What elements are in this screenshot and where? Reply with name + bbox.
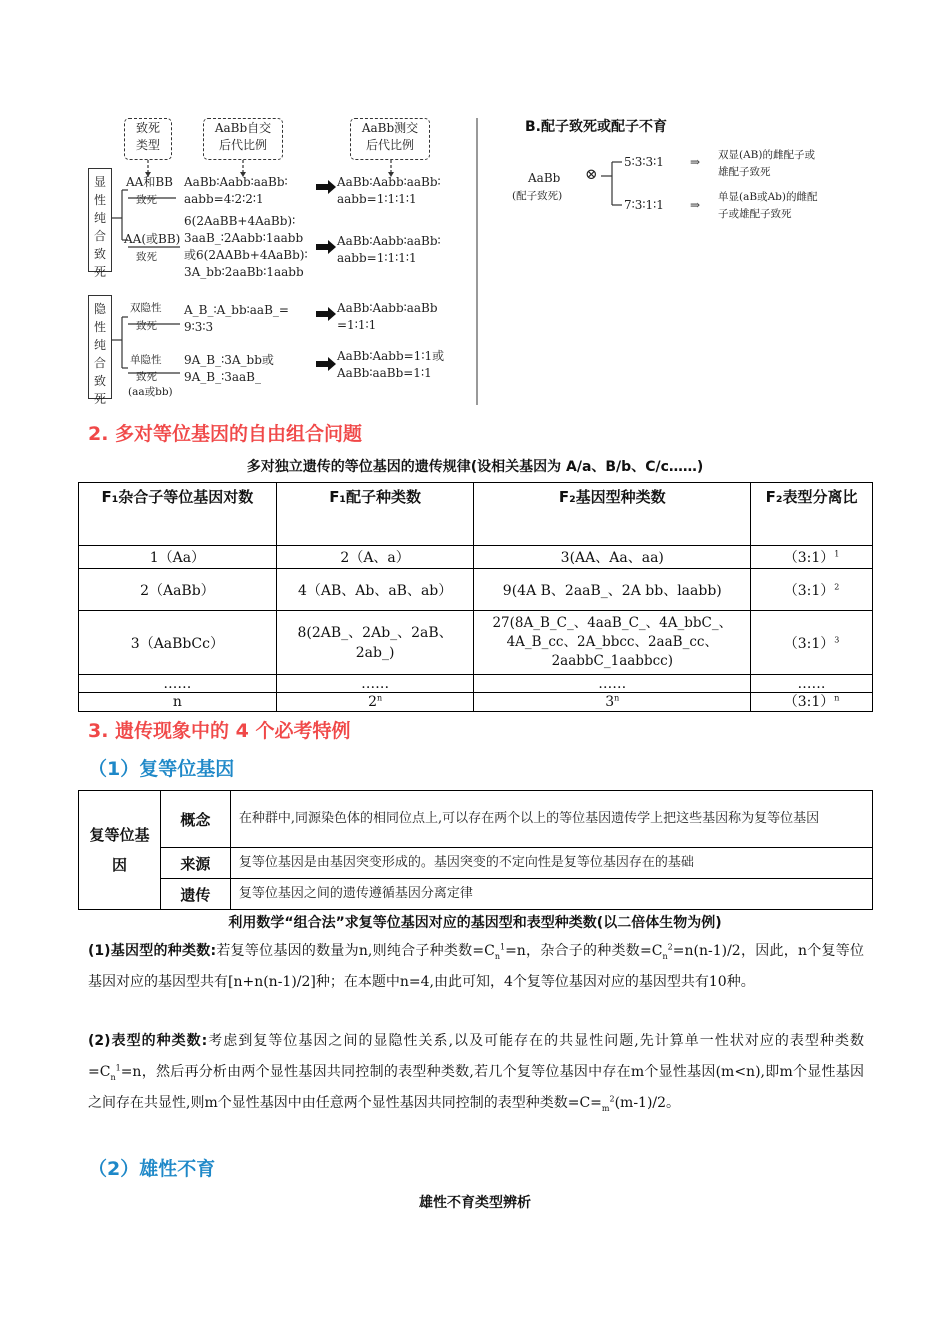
table-header-row bbox=[79, 483, 873, 546]
r1-self-line: A_B_∶A_bb∶aaB_= bbox=[184, 303, 289, 317]
gamete-parent-note: (配子致死) bbox=[512, 190, 563, 202]
table-row bbox=[79, 848, 873, 879]
phenotype-count-paragraph bbox=[88, 1026, 864, 1119]
table-cell: 2（A、a） bbox=[276, 546, 474, 569]
table-header-cell: F₂表型分离比 bbox=[751, 483, 873, 546]
table-row bbox=[79, 693, 873, 712]
base-text: 3 bbox=[605, 693, 615, 710]
r2-self bbox=[184, 352, 274, 386]
table-cell: 2（AaBb） bbox=[79, 569, 277, 611]
table-cell: …… bbox=[474, 675, 751, 693]
ratio-exponent: 3 bbox=[834, 634, 840, 644]
r2-self-line: 9A_B_∶3aaB_ bbox=[184, 370, 262, 384]
table-cell bbox=[751, 569, 873, 611]
d1-test-line: aabb=1∶1∶1∶1 bbox=[337, 192, 417, 206]
concept-text: 在种群中,同源染色体的相同位点上,可以存在两个以上的等位基因遗传学上把这些基因称为复等位基因 bbox=[230, 791, 872, 848]
gamete-result2-line: 单显(aB或Ab)的雌配 bbox=[718, 191, 818, 203]
table-cell: 3（AaBbCc） bbox=[79, 611, 277, 675]
arrow-icon bbox=[316, 357, 336, 371]
p1-text-b: =n(n-1)/2，因此，n个复等位基因对应的基因型共有[n+n(n-1)/2]种；在本题中n=4,由此可知，4个复等位基因对应的基因型共有10种。 bbox=[88, 943, 864, 990]
r2-test bbox=[337, 348, 444, 382]
label-char: 性 bbox=[93, 320, 106, 334]
table1-caption: 多对独立遗传的等位基因的遗传规律(设相关基因为 A/a、B/b、C/c……) bbox=[246, 459, 704, 475]
r2-self-line: 9A_B_∶3A_bb或 bbox=[184, 353, 274, 367]
p1-text: 若复等位基因的数量为n,则纯合子种类数=C bbox=[216, 943, 495, 959]
table-cell: 27(8A_B_C_、4aaB_C_、4A_bbC_、4A_B_cc、2A_bbcc、2aaB_cc、2aabbC_1aabbcc) bbox=[474, 611, 751, 675]
testcross-line: AaBb测交 bbox=[361, 121, 419, 135]
ratio-text: （3:1） bbox=[783, 693, 835, 710]
table-row bbox=[79, 675, 873, 693]
r2-test-line: AaBb∶aaBb=1∶1 bbox=[337, 366, 432, 380]
d1-die: 致死 bbox=[136, 194, 157, 206]
gamete-result2 bbox=[718, 189, 817, 223]
table-header-cell: F₁配子种类数 bbox=[276, 483, 474, 546]
selfcross-line: 后代比例 bbox=[218, 138, 267, 152]
table-cell bbox=[276, 693, 474, 712]
gamete-result1-line: 双显(AB)的雌配子或 bbox=[718, 149, 815, 161]
arrow-icon bbox=[316, 180, 336, 194]
d1-self-line: aabb=4∶2∶2∶1 bbox=[184, 192, 264, 206]
table-cell: …… bbox=[751, 675, 873, 693]
exponent-n: n bbox=[376, 692, 383, 702]
d2-self-line: 3A_bb∶2aaBb∶1aabb bbox=[184, 265, 304, 279]
inherit-text: 复等位基因之间的遗传遵循基因分离定律 bbox=[230, 879, 872, 910]
subsection-multiple-alleles: （1）复等位基因 bbox=[88, 758, 235, 780]
label-char: 纯 bbox=[93, 338, 106, 352]
d1-test-line: AaBb∶Aabb∶aaBb∶ bbox=[337, 175, 441, 189]
row-head-cell: 复等位基因 bbox=[79, 791, 161, 910]
r1-die: 致死 bbox=[136, 320, 157, 332]
table-cell: …… bbox=[276, 675, 474, 693]
d2-test-line: aabb=1∶1∶1∶1 bbox=[337, 251, 417, 265]
sup-1: 1 bbox=[115, 1063, 121, 1073]
d2-test-line: AaBb∶Aabb∶aaBb∶ bbox=[337, 234, 441, 248]
sub-n: n bbox=[662, 951, 668, 961]
table-row bbox=[79, 879, 873, 910]
recessive-lethal-label bbox=[88, 295, 112, 406]
d1-self-line: AaBb∶Aabb∶aaBb∶ bbox=[184, 175, 288, 189]
base-text: 2 bbox=[368, 693, 377, 710]
label-char: 性 bbox=[93, 193, 106, 207]
lethal-type-line: 类型 bbox=[135, 138, 160, 152]
table-cell bbox=[751, 546, 873, 569]
d1-test bbox=[337, 174, 441, 208]
p2-text: 考虑到复等位基因之间的显隐性关系,以及可能存在的共显性问题,先计算单一性状对应的表型种类数=C bbox=[88, 1033, 864, 1080]
label-char: 纯 bbox=[93, 211, 106, 225]
label-char: 致 bbox=[93, 374, 106, 388]
d1-type: AA和BB bbox=[126, 175, 173, 189]
concept-label: 概念 bbox=[160, 791, 230, 848]
gamete-parent: AaBb bbox=[528, 171, 561, 185]
gamete-ratio1: 5∶3∶3∶1 bbox=[624, 155, 664, 169]
label-char: 死 bbox=[93, 392, 106, 406]
r2-type: 单隐性 bbox=[130, 354, 162, 366]
lethal-type-line: 致死 bbox=[135, 121, 160, 135]
d2-self-line: 6(2AaBB+4AaBb)∶ bbox=[184, 214, 296, 228]
d2-self-line: 或6(2AABb+4AaBb)∶ bbox=[184, 248, 308, 262]
r1-type: 双隐性 bbox=[130, 302, 162, 314]
selfcross-line: AaBb自交 bbox=[214, 121, 272, 135]
table-cell bbox=[474, 693, 751, 712]
table-cell bbox=[751, 693, 873, 712]
p2-text-a: =n，然后再分析由两个显性基因共同控制的表型种类数,若几个复等位基因中存在m个显性基因(m<n),即m个显性基因之间存在共显性,则m个显性基因中由任意两个显性基因共同控制的表型种类数=C= bbox=[88, 1064, 864, 1111]
table-row bbox=[79, 791, 873, 848]
selfcross-box bbox=[203, 118, 283, 160]
male-sterile-caption: 雄性不育类型辨析 bbox=[419, 1195, 531, 1211]
table-cell: 9(4A B、2aaB_、2A bb、laabb) bbox=[474, 569, 751, 611]
label-char: 显 bbox=[93, 175, 106, 189]
implies-icon: ⇒ bbox=[690, 155, 701, 169]
p1-label: (1)基因型的种类数: bbox=[88, 943, 217, 959]
r2-test-line: AaBb∶Aabb=1∶1或 bbox=[337, 349, 445, 363]
r1-test-line: =1∶1∶1 bbox=[337, 318, 377, 332]
label-char: 合 bbox=[93, 229, 106, 243]
table-cell: 1（Aa） bbox=[79, 546, 277, 569]
source-label: 来源 bbox=[160, 848, 230, 879]
d1-self bbox=[184, 174, 288, 208]
lethal-type-box bbox=[124, 118, 172, 160]
section2-heading: 2. 多对等位基因的自由组合问题 bbox=[88, 423, 363, 445]
table-header-cell: F₂基因型种类数 bbox=[474, 483, 751, 546]
sub-n: n bbox=[110, 1072, 116, 1082]
arrow-icon bbox=[316, 240, 336, 254]
p2-text-b: (m-1)/2。 bbox=[614, 1095, 681, 1111]
gamete-result2-line: 子或雄配子致死 bbox=[718, 208, 792, 220]
d2-type: AA(或BB) bbox=[124, 232, 181, 246]
label-char: 合 bbox=[93, 356, 106, 370]
label-char: 死 bbox=[93, 265, 106, 279]
exponent-n: n bbox=[614, 692, 620, 702]
table-cell bbox=[751, 611, 873, 675]
table-cell: …… bbox=[79, 675, 277, 693]
label-char: 隐 bbox=[93, 302, 106, 316]
p2-label: (2)表型的种类数: bbox=[88, 1033, 208, 1049]
gamete-title: B.配子致死或配子不育 bbox=[525, 119, 667, 135]
table-cell: n bbox=[79, 693, 277, 712]
r1-self bbox=[184, 302, 289, 336]
table-row bbox=[79, 611, 873, 675]
sub-m: m bbox=[601, 1103, 610, 1113]
d2-test bbox=[337, 233, 441, 267]
d2-self bbox=[184, 213, 308, 281]
r1-test-line: AaBb∶Aabb∶aaBb bbox=[337, 301, 438, 315]
sup-1: 1 bbox=[499, 942, 506, 952]
r2-die: 致死 bbox=[136, 371, 157, 383]
ratio-text: （3:1） bbox=[783, 550, 835, 566]
genotype-count-paragraph bbox=[88, 936, 864, 998]
multiple-allele-table bbox=[78, 790, 873, 910]
ratio-text: （3:1） bbox=[783, 635, 835, 652]
ratio-text: （3:1） bbox=[783, 582, 835, 599]
math-caption: 利用数学“组合法”求复等位基因对应的基因型和表型种类数(以二倍体生物为例) bbox=[228, 915, 722, 931]
d2-die: 致死 bbox=[136, 251, 157, 263]
testcross-line: 后代比例 bbox=[365, 138, 414, 152]
arrow-icon bbox=[316, 307, 336, 321]
table-row bbox=[79, 569, 873, 611]
sup-2: 2 bbox=[667, 942, 673, 952]
ratio-exponent: n bbox=[834, 692, 840, 702]
r2-note: (aa或bb) bbox=[128, 386, 173, 398]
selfing-icon: ⊗ bbox=[585, 165, 598, 183]
sup-2: 2 bbox=[609, 1094, 615, 1104]
gamete-result1 bbox=[718, 147, 815, 181]
gamete-ratio2: 7∶3∶1∶1 bbox=[624, 198, 664, 212]
testcross-box bbox=[350, 118, 430, 160]
table-cell: 3(AA、Aa、aa) bbox=[474, 546, 751, 569]
subsection-male-sterility: （2）雄性不育 bbox=[88, 1158, 216, 1180]
table-cell: 8(2AB_、2Ab_、2aB、2ab_) bbox=[276, 611, 474, 675]
r1-test bbox=[337, 300, 438, 334]
d2-self-line: 3aaB_∶2Aabb∶1aabb bbox=[184, 231, 304, 245]
source-text: 复等位基因是由基因突变形成的。基因突变的不定向性是复等位基因存在的基础 bbox=[230, 848, 872, 879]
r1-self-line: 9∶3∶3 bbox=[184, 320, 214, 334]
multi-allele-table bbox=[78, 482, 873, 712]
p1-text-a: =n，杂合子的种类数=C bbox=[505, 943, 663, 959]
ratio-exponent: 1 bbox=[834, 549, 840, 559]
table-row bbox=[79, 546, 873, 569]
table-header-cell: F₁杂合子等位基因对数 bbox=[79, 483, 277, 546]
table-cell: 4（AB、Ab、aB、ab） bbox=[276, 569, 474, 611]
label-char: 致 bbox=[93, 247, 106, 261]
dominant-lethal-label bbox=[88, 168, 112, 279]
implies-icon: ⇒ bbox=[690, 198, 701, 212]
inherit-label: 遗传 bbox=[160, 879, 230, 910]
ratio-exponent: 2 bbox=[834, 581, 840, 591]
gamete-result1-line: 雄配子致死 bbox=[718, 166, 771, 178]
sub-n: n bbox=[494, 951, 500, 961]
section3-heading: 3. 遗传现象中的 4 个必考特例 bbox=[88, 720, 351, 742]
